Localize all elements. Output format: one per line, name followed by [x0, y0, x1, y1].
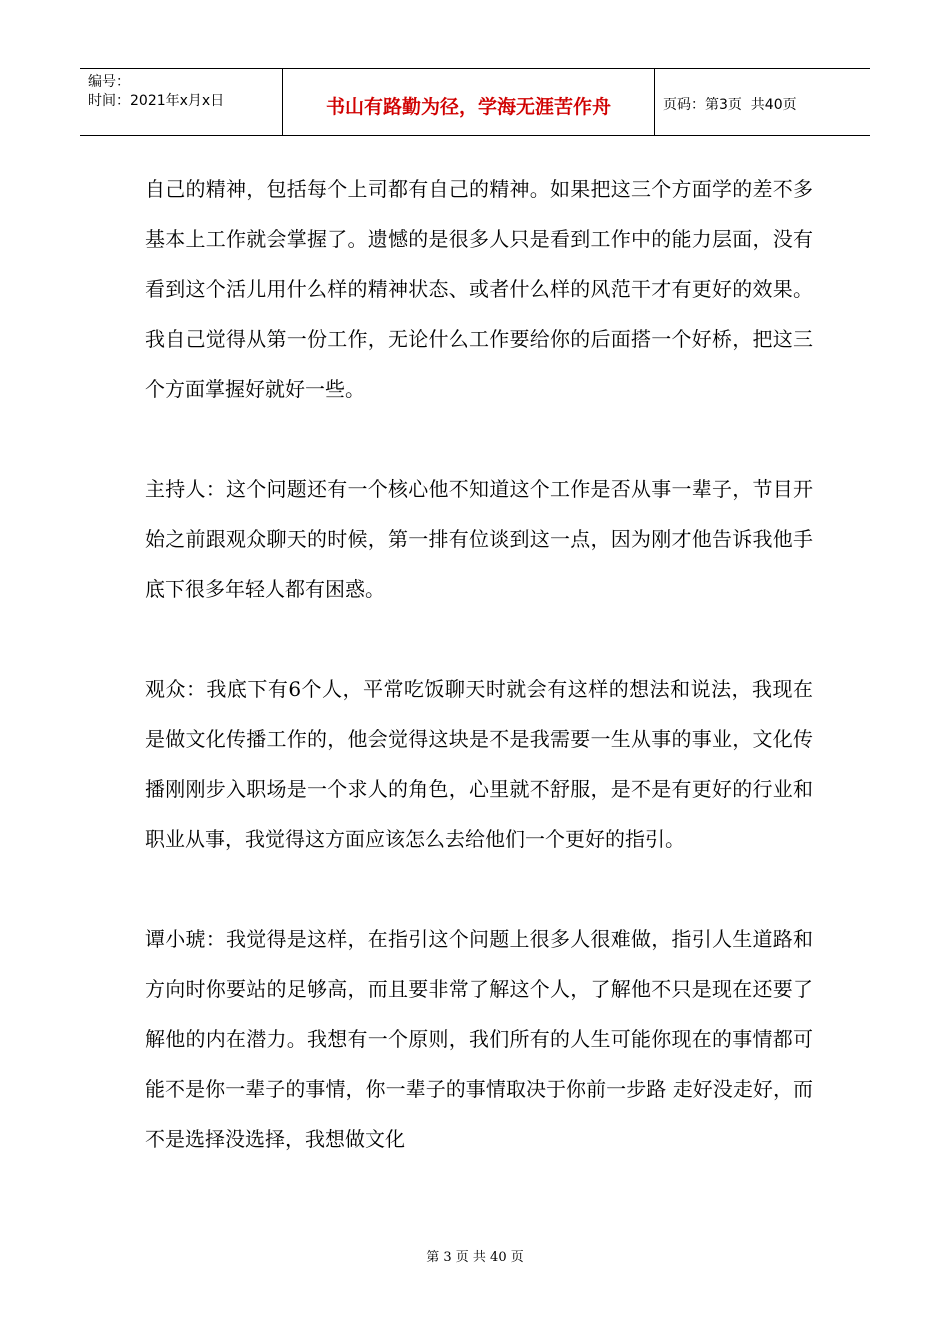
header-meta	[80, 69, 283, 135]
document-date: 时间：2021年x月x日	[88, 93, 225, 109]
header-page-info	[655, 69, 870, 135]
header-motto: 书山有路勤为径，学海无涯苦作舟	[283, 69, 655, 135]
body-paragraph: 主持人：这个问题还有一个核心他不知道这个工作是否从事一辈子，节目开始之前跟观众聊天的时候，第一排有位谈到这一点，因为刚才他告诉我他手底下很多年轻人都有困惑。	[145, 477, 813, 601]
body-paragraph: 观众：我底下有6个人，平常吃饭聊天时就会有这样的想法和说法，我现在是做文化传播工作的，他会觉得这块是不是我需要一生从事的事业，文化传播刚刚步入职场是一个求人的角色，心里就不舒服，是不是有更好的行业和职业从事，我觉得这方面应该怎么去给他们一个更好的指引。	[145, 677, 813, 851]
body-paragraph: 谭小琥：我觉得是这样，在指引这个问题上很多人很难做，指引人生道路和方向时你要站的足够高，而且要非常了解这个人，了解他不只是现在还要了解他的内在潜力。我想有一个原则，我们所有的人生可能你现在的事情都可能不是你一辈子的事情，你一辈子的事情取决于你前一步路 走好没走好，而不是选择没选择，我想做文化	[145, 927, 813, 1151]
body-paragraph: 自己的精神，包括每个上司都有自己的精神。如果把这三个方面学的差不多基本上工作就会掌握了。遗憾的是很多人只是看到工作中的能力层面，没有看到这个活儿用什么样的精神状态、或者什么样的风范干才有更好的效果。我自己觉得从第一份工作，无论什么工作要给你的后面搭一个好桥，把这三个方面掌握好就好一些。	[145, 177, 813, 401]
header-page-info-text: 页码：第3页 共40页	[663, 97, 797, 113]
page-footer: 第 3 页 共 40 页	[426, 1250, 524, 1265]
document-header	[80, 68, 870, 136]
document-number-label: 编号：	[88, 74, 130, 90]
document-body	[145, 164, 813, 1164]
